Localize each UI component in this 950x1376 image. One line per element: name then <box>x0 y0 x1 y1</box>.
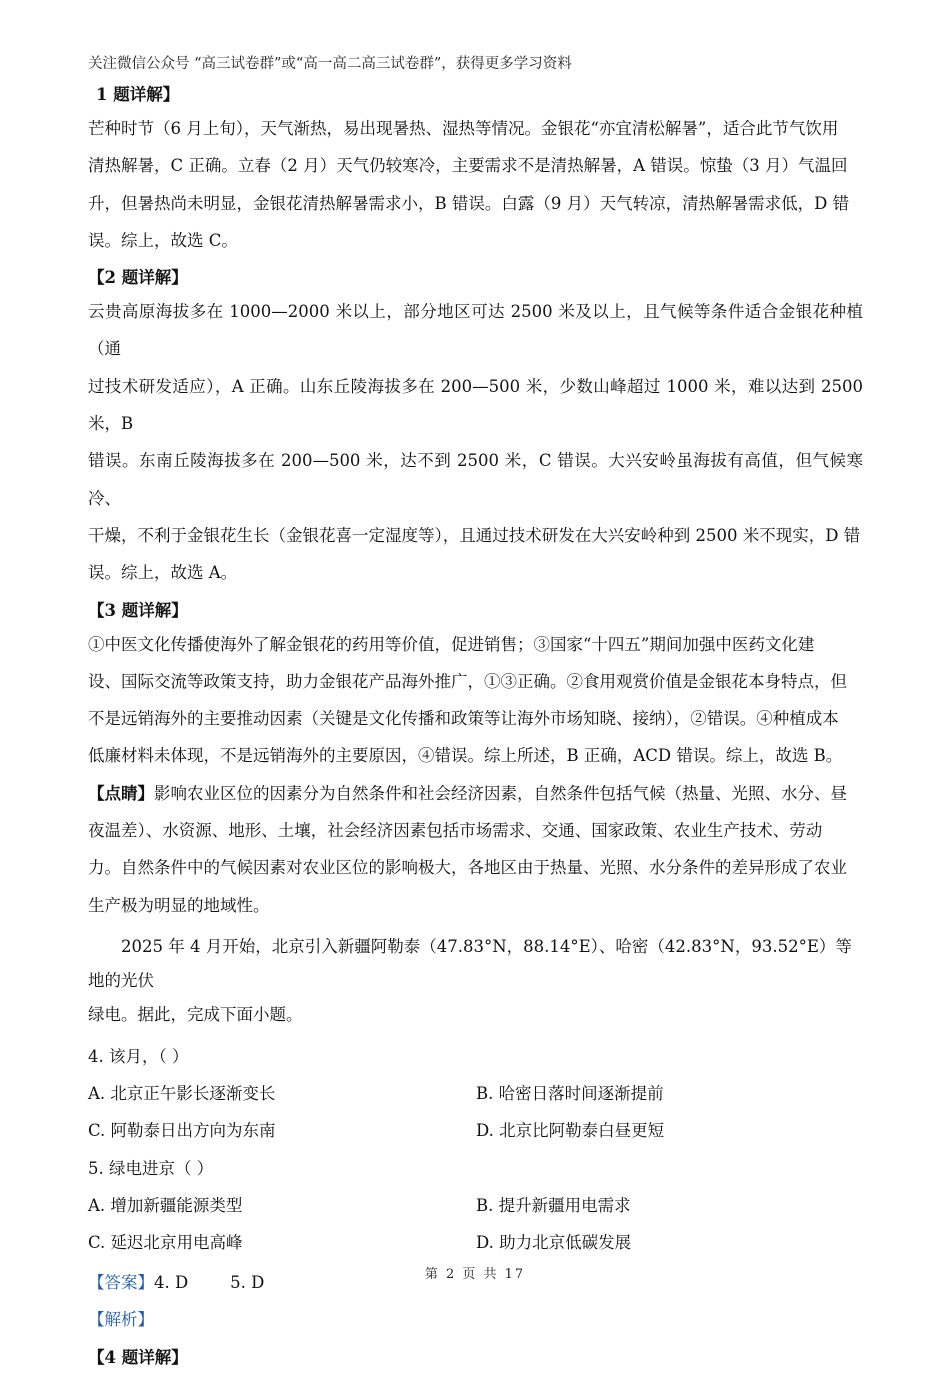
text-line: 误。综上，故选 A。 <box>88 563 238 583</box>
text-line: 干燥，不利于金银花生长（金银花喜一定湿度等），且通过技术研发在大兴安岭种到 2500 米不现实，D 错 <box>88 525 861 545</box>
text-line: 力。自然条件中的气候因素对农业区位的影响极大，各地区由于热量、光照、水分条件的差异形成了农业 <box>88 858 847 878</box>
section-1-body <box>88 110 863 259</box>
page-footer: 第 2 页 共 17 <box>424 1267 526 1282</box>
section-1-title: 1 题详解】 <box>96 85 180 104</box>
option-d[interactable]: D. 助力北京低碳发展 <box>476 1233 632 1253</box>
text-line: 设、国际交流等政策支持，助力金银花产品海外推广，①③正确。②食用观赏价值是金银花本身特点，但 <box>88 671 847 691</box>
question-5-options <box>88 1187 863 1262</box>
text-line: 夜温差）、水资源、地形、土壤，社会经济因素包括市场需求、交通、国家政策、农业生产技术、劳动 <box>88 821 823 841</box>
option-b[interactable]: B. 提升新疆用电需求 <box>476 1195 631 1215</box>
text-line: 过技术研发适应），A 正确。山东丘陵海拔多在 200—500 米，少数山峰超过 1000 米，难以达到 2500 米，B <box>88 376 863 434</box>
text-line: 云贵高原海拔多在 1000—2000 米以上，部分地区可达 2500 米及以上，且气候等条件适合金银花种植（通 <box>88 302 863 359</box>
dianjing-block <box>88 775 863 924</box>
text-line: ①中医文化传播使海外了解金银花的药用等价值，促进销售；③国家“十四五”期间加强中医药文化建 <box>88 634 815 654</box>
material-intro <box>88 930 863 1032</box>
text-line: 低廉材料未体现，不是远销海外的主要原因，④错误。综上所述，B 正确，ACD 错误。综上，故选 B。 <box>88 746 843 766</box>
section-3-title: 【3 题详解】 <box>88 600 188 620</box>
text-line: 2025 年 4 月开始，北京引入新疆阿勒泰（47.83°N，88.14°E）、哈密（42.83°N，93.52°E）等地的光伏 <box>88 936 852 990</box>
option-b[interactable]: B. 哈密日落时间逐渐提前 <box>476 1083 664 1103</box>
text-line: 芒种时节（6 月上旬），天气渐热，易出现暑热、湿热等情况。金银花“亦宜清松解暑”，适合此节气饮用 <box>88 119 839 138</box>
option-c[interactable]: C. 延迟北京用电高峰 <box>88 1233 243 1253</box>
section-3-body <box>88 626 863 775</box>
page-header: 关注微信公众号 “高三试卷群”或“高一高二高三试卷群”，获得更多学习资料 <box>88 56 572 72</box>
text-line: 错误。东南丘陵海拔多在 200—500 米，达不到 2500 米，C 错误。大兴安岭虽海拔有高值，但气候寒冷、 <box>88 451 863 508</box>
section-2-title: 【2 题详解】 <box>88 268 188 288</box>
question-5 <box>88 1150 863 1262</box>
dianjing-tag: 【点睛】 <box>88 783 154 803</box>
text-line <box>88 775 863 812</box>
answer-tag: 【答案】 <box>88 1272 154 1292</box>
dianjing-text: 影响农业区位的因素分为自然条件和社会经济因素，自然条件包括气候（热量、光照、水分、昼 <box>154 783 847 803</box>
text-line: 升，但暑热尚未明显，金银花清热解暑需求小，B 错误。白露（9 月）天气转凉，清热解暑需求低，D 错 <box>88 193 850 213</box>
answer-text: 4. D 5. D <box>154 1272 265 1292</box>
jiexi-tag: 【解析】 <box>88 1310 154 1330</box>
section-4-title: 【4 题详解】 <box>88 1347 188 1367</box>
question-4 <box>88 1038 863 1150</box>
question-5-stem: 5. 绿电进京（ ） <box>88 1158 214 1178</box>
text-line: 绿电。据此，完成下面小题。 <box>88 1004 303 1024</box>
option-c[interactable]: C. 阿勒泰日出方向为东南 <box>88 1121 276 1141</box>
option-a[interactable]: A. 增加新疆能源类型 <box>88 1195 243 1215</box>
section-2-body <box>88 293 863 591</box>
option-d[interactable]: D. 北京比阿勒泰白昼更短 <box>476 1121 665 1141</box>
question-4-stem: 4. 该月，（ ） <box>88 1046 189 1066</box>
text-line: 误。综上，故选 C。 <box>88 230 238 250</box>
text-line: 清热解暑，C 正确。立春（2 月）天气仍较寒冷，主要需求不是清热解暑，A 错误。惊蛰（3 月）气温回 <box>88 156 848 176</box>
question-4-options <box>88 1075 863 1150</box>
text-line: 生产极为明显的地域性。 <box>88 895 270 915</box>
document-body <box>88 80 863 1376</box>
option-a[interactable]: A. 北京正午影长逐渐变长 <box>88 1083 276 1103</box>
text-line: 不是远销海外的主要推动因素（关键是文化传播和政策等让海外市场知晓、接纳），②错误。④种植成本 <box>88 709 839 729</box>
